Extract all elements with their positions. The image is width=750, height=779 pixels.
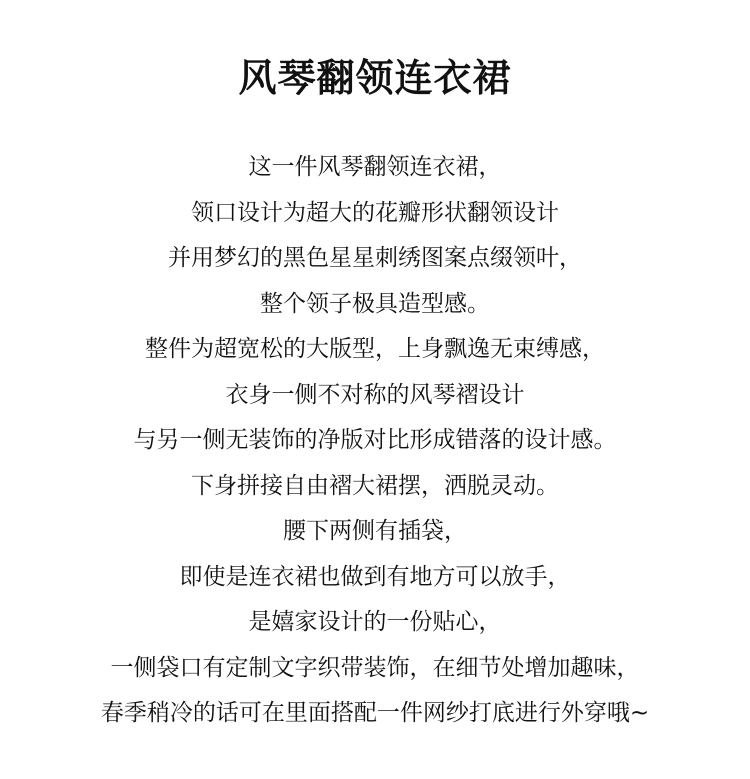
description-line: 是嬉家设计的一份贴心， (248, 609, 502, 635)
description-line: 这一件风琴翻领连衣裙， (248, 154, 502, 180)
description-line: 衣身一侧不对称的风琴褶设计 (225, 381, 525, 408)
description-line: 下身拼接自由褶大裙摆，洒脱灵动。 (191, 472, 559, 499)
description-line: 领口设计为超大的花瓣形状翻领设计 (191, 199, 559, 226)
description-line: 腰下两侧有插袋， (283, 518, 467, 544)
description-line: 整个领子极具造型感。 (260, 290, 490, 317)
description-line: 与另一侧无装饰的净版对比形成错落的设计感。 (133, 427, 617, 453)
description-line: 一侧袋口有定制文字织带装饰，在细节处增加趣味， (110, 654, 640, 681)
description-line: 整件为超宽松的大版型，上身飘逸无束缚感， (145, 336, 605, 362)
description-line: 并用梦幻的黑色星星刺绣图案点缀领叶， (168, 245, 582, 271)
page-title: 风琴翻领连衣裙 (238, 56, 512, 100)
description-text (0, 145, 750, 737)
description-line: 春季稍冷的话可在里面搭配一件网纱打底进行外穿哦~ (100, 700, 650, 726)
description-line: 即使是连衣裙也做到有地方可以放手， (179, 563, 571, 590)
